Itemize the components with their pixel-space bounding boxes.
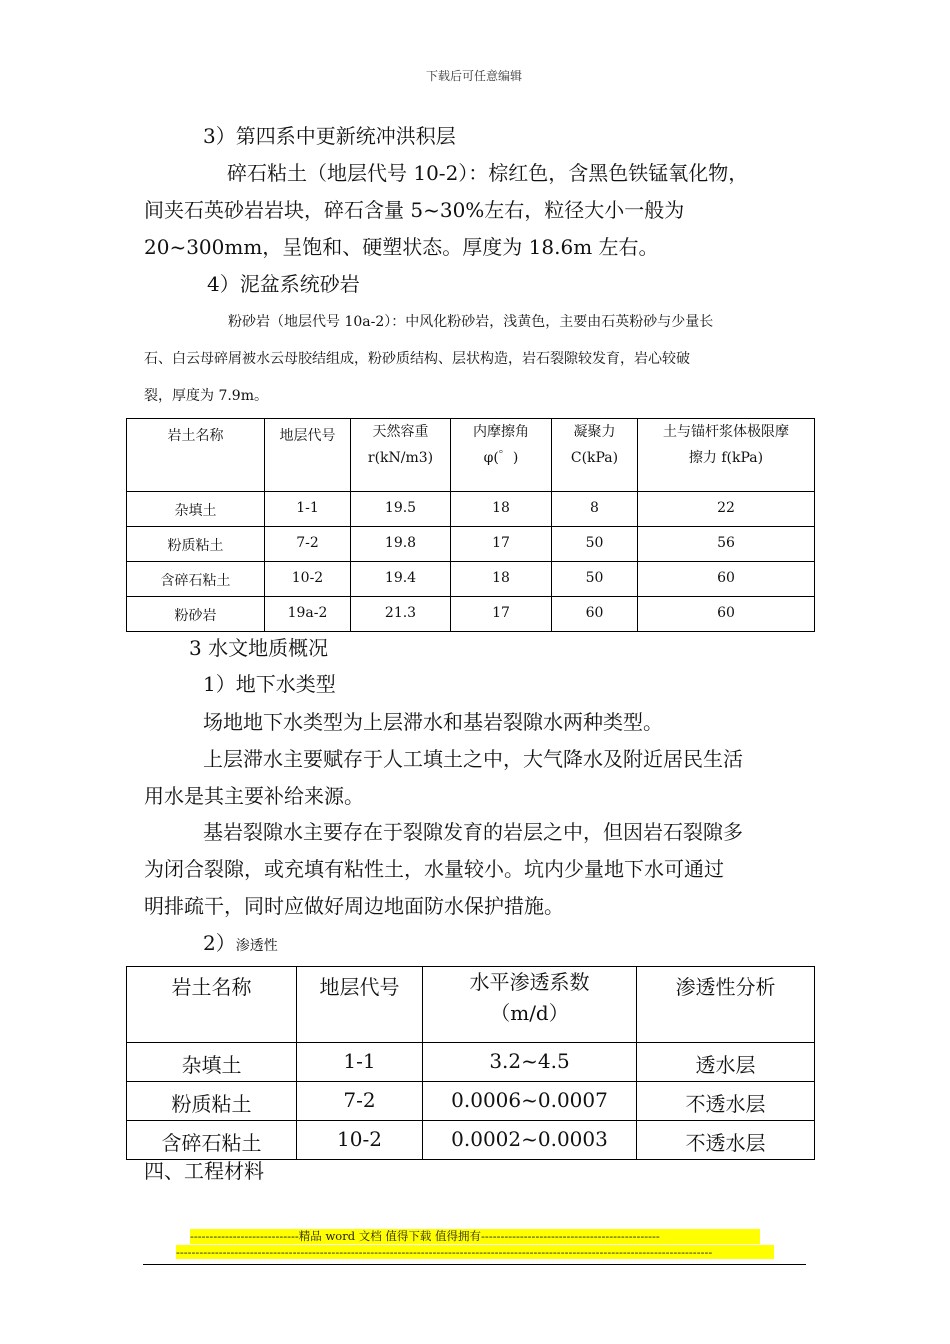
paragraph-line: 碎石粘土（地层代号 10-2）：棕红色，含黑色铁锰氧化物， [227, 161, 749, 185]
table-row [127, 597, 815, 632]
paragraph-line: 间夹石英砂岩岩块，碎石含量 5~30%左右，粒径大小一般为 [144, 198, 685, 222]
table-row [127, 562, 815, 597]
table-cell: 10-2 [297, 1121, 423, 1160]
table-cell: 60 [638, 597, 815, 632]
table-cell: 19.8 [351, 527, 451, 562]
footer-banner-line: ------------------------------------------------------------------------------------------------------------------------------------------ [176, 1245, 774, 1259]
table-cell: 19.5 [351, 492, 451, 527]
table-row [127, 1082, 815, 1121]
paragraph-line: 粉砂岩（地层代号 10a-2）：中风化粉砂岩，浅黄色，主要由石英粉砂与少量长 [228, 314, 714, 330]
table-cell: 18 [451, 562, 552, 597]
table-cell: 7-2 [297, 1082, 423, 1121]
table-cell: 0.0002~0.0003 [423, 1121, 637, 1160]
table-cell: 56 [638, 527, 815, 562]
table-row [127, 527, 815, 562]
table-cell: 60 [552, 597, 638, 632]
header-cell: 内摩擦角 φ(゜) [451, 419, 552, 492]
section-heading: 4）泥盆系统砂岩 [207, 272, 360, 296]
table-cell: 50 [552, 527, 638, 562]
table-cell: 19.4 [351, 562, 451, 597]
table-cell: 透水层 [637, 1043, 815, 1082]
table-cell: 0.0006~0.0007 [423, 1082, 637, 1121]
paragraph-line: 裂，厚度为 7.9m。 [144, 388, 268, 404]
permeability-table [126, 966, 815, 1160]
table-row [127, 1121, 815, 1160]
paragraph-line: 为闭合裂隙，或充填有粘性土，水量较小。坑内少量地下水可通过 [144, 857, 724, 881]
header-cell: 岩土名称 [127, 967, 297, 1043]
table-cell: 粉质粘土 [127, 1082, 297, 1121]
table-cell: 18 [451, 492, 552, 527]
header-cell: 岩土名称 [127, 419, 265, 492]
table-cell: 杂填土 [127, 1043, 297, 1082]
subsection-heading: 2）渗透性 [203, 931, 278, 955]
table-header-row [127, 419, 815, 492]
table-cell: 60 [638, 562, 815, 597]
paragraph-line: 石、白云母碎屑被水云母胶结组成，粉砂质结构、层状构造，岩石裂隙较发育，岩心较破 [144, 351, 690, 367]
section-heading: 3 水文地质概况 [189, 636, 329, 660]
table-cell: 粉砂岩 [127, 597, 265, 632]
table-cell: 粉质粘土 [127, 527, 265, 562]
soil-parameters-table [126, 418, 815, 632]
footer-banner-line: ----------------------------精品 word 文档 值得下载 值得拥有---------------------------------------------- [190, 1229, 760, 1244]
header-cell: 凝聚力 C(kPa) [552, 419, 638, 492]
table-cell: 17 [451, 527, 552, 562]
page-header: 下载后可任意编辑 [426, 69, 523, 83]
table-row [127, 1043, 815, 1082]
table-cell: 17 [451, 597, 552, 632]
header-cell: 地层代号 [297, 967, 423, 1043]
table-cell: 8 [552, 492, 638, 527]
table-row [127, 492, 815, 527]
header-cell: 渗透性分析 [637, 967, 815, 1043]
table-header-row [127, 967, 815, 1043]
paragraph-line: 上层滞水主要赋存于人工填土之中，大气降水及附近居民生活 [203, 747, 743, 771]
table-cell: 1-1 [297, 1043, 423, 1082]
table-cell: 杂填土 [127, 492, 265, 527]
paragraph-line: 场地地下水类型为上层滞水和基岩裂隙水两种类型。 [203, 710, 663, 734]
header-cell: 土与锚杆浆体极限摩 擦力 f(kPa) [638, 419, 815, 492]
paragraph-line: 用水是其主要补给来源。 [144, 784, 364, 808]
table-cell: 不透水层 [637, 1082, 815, 1121]
section-heading: 四、工程材料 [144, 1159, 264, 1183]
table-cell: 1-1 [265, 492, 351, 527]
table-cell: 50 [552, 562, 638, 597]
header-cell: 地层代号 [265, 419, 351, 492]
subsection-heading: 1）地下水类型 [203, 672, 336, 696]
table-cell: 含碎石粘土 [127, 1121, 297, 1160]
table-cell: 不透水层 [637, 1121, 815, 1160]
table-cell: 19a-2 [265, 597, 351, 632]
table-cell: 含碎石粘土 [127, 562, 265, 597]
header-cell: 水平渗透系数 （m/d） [423, 967, 637, 1043]
paragraph-line: 明排疏干，同时应做好周边地面防水保护措施。 [144, 894, 564, 918]
table-cell: 3.2~4.5 [423, 1043, 637, 1082]
table-cell: 22 [638, 492, 815, 527]
section-heading: 3）第四系中更新统冲洪积层 [203, 124, 456, 148]
footer-rule [143, 1264, 806, 1265]
paragraph-line: 20~300mm，呈饱和、硬塑状态。厚度为 18.6m 左右。 [144, 235, 659, 259]
table-cell: 21.3 [351, 597, 451, 632]
table-cell: 7-2 [265, 527, 351, 562]
paragraph-line: 基岩裂隙水主要存在于裂隙发育的岩层之中，但因岩石裂隙多 [203, 820, 743, 844]
header-cell: 天然容重 r(kN/m3) [351, 419, 451, 492]
table-cell: 10-2 [265, 562, 351, 597]
